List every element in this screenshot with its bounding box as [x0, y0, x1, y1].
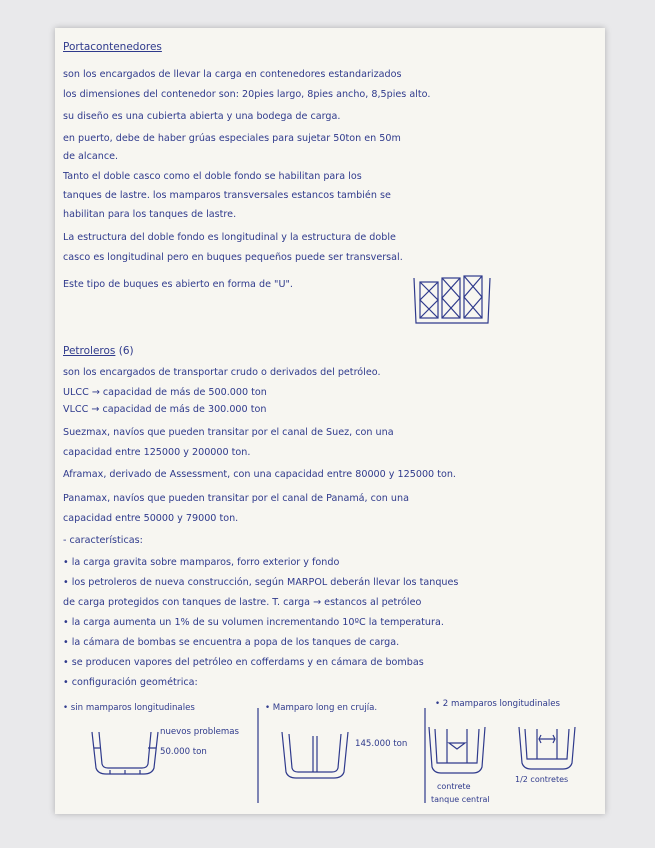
text-line: capacidad entre 125000 y 200000 ton. [63, 447, 251, 458]
text-line: • la cámara de bombas se encuentra a popa de los tanques de carga. [63, 637, 400, 648]
text-line: los dimensiones del contenedor son: 20pies largo, 8pies ancho, 8,5pies alto. [63, 89, 431, 100]
hull-sketch-centerline-bulkhead [280, 728, 350, 783]
text-line: Este tipo de buques es abierto en forma de "U". [63, 279, 293, 290]
config-3-note-1: contrete [437, 782, 471, 791]
text-line: • la carga gravita sobre mamparos, forro exterior y fondo [63, 557, 340, 568]
text-line: de carga protegidos con tanques de lastre. T. carga → estancos al petróleo [63, 597, 422, 608]
config-3-note-2: tanque central [431, 795, 490, 804]
text-line: en puerto, debe de haber grúas especiales para sujetar 50ton en 50m [63, 133, 401, 144]
text-line: tanques de lastre. los mamparos transversales estancos también se [63, 190, 391, 201]
notebook-page [55, 28, 605, 814]
text-line: - características: [63, 535, 143, 546]
text-line: capacidad entre 50000 y 79000 ton. [63, 513, 239, 524]
hull-sketch-two-bulkheads [427, 723, 487, 778]
config-2-title: • Mamparo long en crujía. [265, 703, 378, 713]
text-line: • la carga aumenta un 1% de su volumen incrementando 10ºC la temperatura. [63, 617, 444, 628]
config-1-title: • sin mamparos longitudinales [63, 703, 195, 713]
heading-petroleros-text: Petroleros [63, 345, 116, 357]
text-line: La estructura del doble fondo es longitudinal y la estructura de doble [63, 232, 396, 243]
text-line: Suezmax, navíos que pueden transitar por el canal de Suez, con una [63, 427, 394, 438]
text-line: son los encargados de transportar crudo o derivados del petróleo. [63, 367, 381, 378]
text-line: • configuración geométrica: [63, 677, 198, 688]
text-line: casco es longitudinal pero en buques pequeños puede ser transversal. [63, 252, 403, 263]
text-line: ULCC → capacidad de más de 500.000 ton [63, 387, 267, 398]
hull-sketch-no-bulkheads [90, 728, 160, 778]
text-line: de alcance. [63, 151, 119, 162]
text-line: Panamax, navíos que pueden transitar por el canal de Panamá, con una [63, 493, 409, 504]
config-1-note-1: nuevos problemas [160, 727, 240, 737]
text-line: • se producen vapores del petróleo en cofferdams y en cámara de bombas [63, 657, 424, 668]
text-line: habilitan para los tanques de lastre. [63, 209, 237, 220]
heading-portacontenedores: Portacontenedores [63, 41, 162, 53]
heading-petroleros-suffix: (6) [118, 345, 134, 357]
config-dividers [55, 28, 605, 814]
config-3-title: • 2 mamparos longitudinales [435, 699, 560, 709]
text-line: Aframax, derivado de Assessment, con una capacidad entre 80000 y 125000 ton. [63, 469, 456, 480]
text-line: Tanto el doble casco como el doble fondo se habilitan para los [63, 171, 362, 182]
text-line: son los encargados de llevar la carga en contenedores estandarizados [63, 69, 402, 80]
text-line: • los petroleros de nueva construcción, según MARPOL deberán llevar los tanques [63, 577, 459, 588]
config-1-note-2: 50.000 ton [160, 747, 207, 757]
hull-sketch-half-cofferdams [517, 723, 577, 773]
config-2-note: 145.000 ton [355, 739, 408, 749]
text-line: VLCC → capacidad de más de 300.000 ton [63, 404, 267, 415]
config-4-note: 1/2 contretes [515, 775, 569, 784]
text-line: su diseño es una cubierta abierta y una bodega de carga. [63, 111, 341, 122]
